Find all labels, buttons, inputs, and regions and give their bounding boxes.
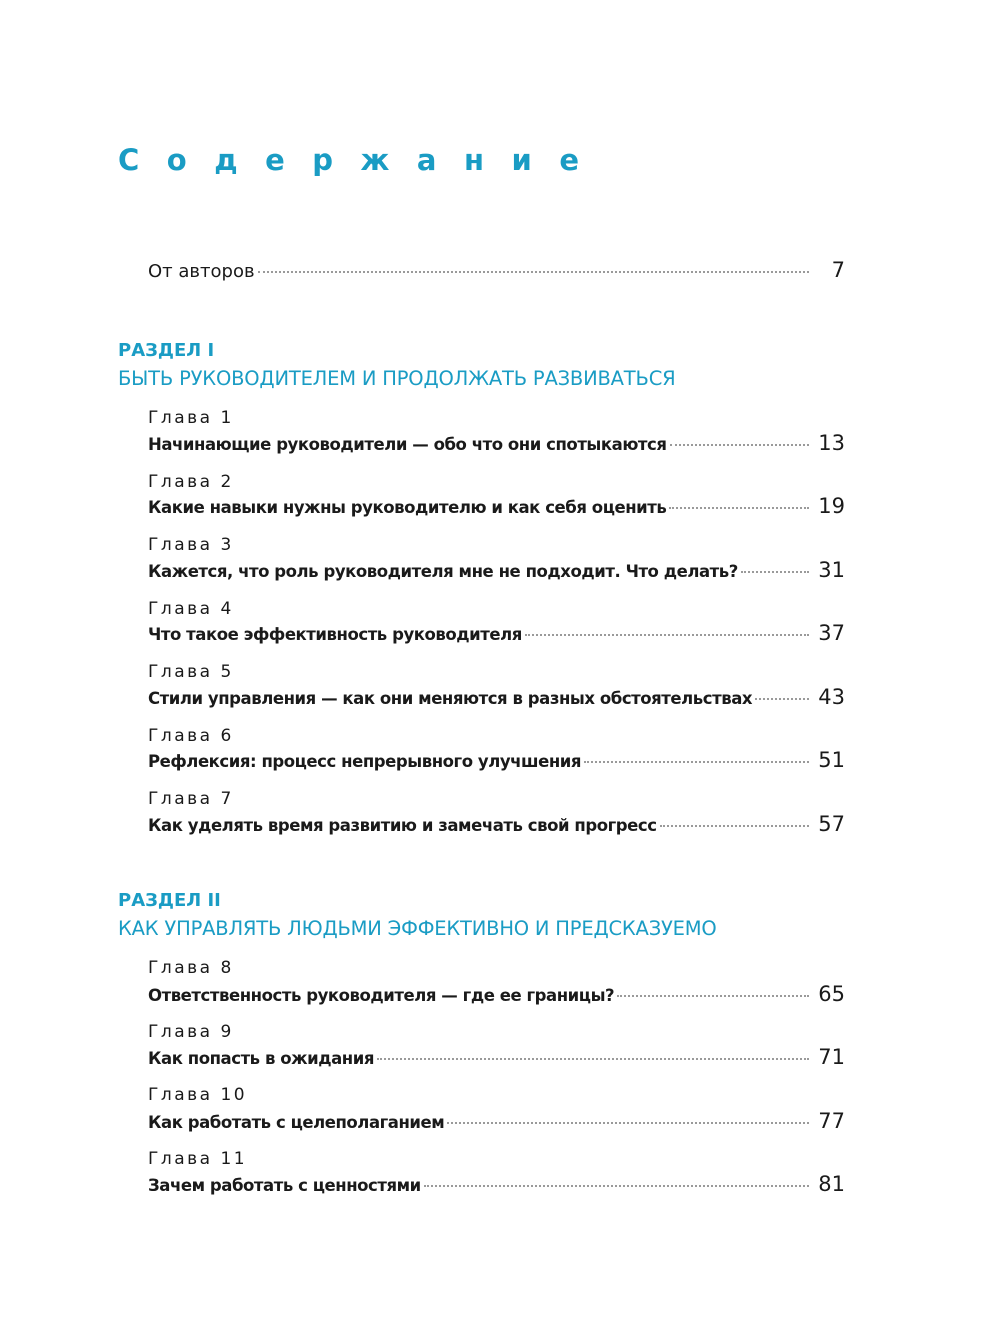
chapter-label: Глава 10: [148, 1085, 248, 1105]
page-number: 43: [818, 685, 845, 709]
toc-entry-chapter-9[interactable]: [148, 1043, 845, 1071]
page-number: 71: [818, 1045, 845, 1069]
chapter-label: Глава 5: [148, 662, 234, 682]
toc-entry-chapter-1[interactable]: [148, 429, 845, 457]
dot-leader: [447, 1122, 809, 1124]
dot-leader: [741, 571, 809, 573]
dot-leader: [258, 271, 809, 273]
toc-entry-chapter-4[interactable]: [148, 619, 845, 647]
entry-title: Какие навыки нужны руководителю и как себя оценить: [148, 498, 667, 517]
toc-entry-chapter-5[interactable]: [148, 683, 845, 711]
toc-entry-chapter-11[interactable]: [148, 1170, 845, 1198]
entry-title: Что такое эффективность руководителя: [148, 625, 522, 644]
entry-title: Как уделять время развитию и замечать свой прогресс: [148, 816, 657, 835]
page-number: 37: [818, 621, 845, 645]
entry-title: Как работать с целеполаганием: [148, 1113, 445, 1132]
toc-entry-chapter-7[interactable]: [148, 810, 845, 838]
dot-leader: [584, 761, 809, 763]
section-name: БЫТЬ РУКОВОДИТЕЛЕМ И ПРОДОЛЖАТЬ РАЗВИВАТЬСЯ: [118, 367, 676, 390]
page-number: 57: [818, 812, 845, 836]
toc-entry-chapter-3[interactable]: [148, 556, 845, 584]
dot-leader: [755, 698, 809, 700]
chapter-label: Глава 1: [148, 408, 234, 428]
dot-leader: [669, 507, 809, 509]
page-number: 51: [818, 748, 845, 772]
toc-entry-chapter-10[interactable]: [148, 1107, 845, 1135]
page-title: Содержание: [118, 143, 607, 177]
dot-leader: [617, 995, 809, 997]
page-number: 7: [831, 258, 845, 282]
dot-leader: [660, 825, 809, 827]
chapter-label: Глава 7: [148, 789, 234, 809]
chapter-label: Глава 3: [148, 535, 234, 555]
chapter-label: Глава 9: [148, 1022, 234, 1042]
entry-title: От авторов: [148, 261, 255, 282]
page-number: 81: [818, 1172, 845, 1196]
entry-title: Кажется, что роль руководителя мне не подходит. Что делать?: [148, 562, 738, 581]
chapter-label: Глава 4: [148, 599, 234, 619]
chapter-label: Глава 8: [148, 958, 234, 978]
entry-title: Стили управления — как они меняются в разных обстоятельствах: [148, 689, 753, 708]
dot-leader: [424, 1185, 809, 1187]
section-name: КАК УПРАВЛЯТЬ ЛЮДЬМИ ЭФФЕКТИВНО И ПРЕДСКАЗУЕМО: [118, 917, 717, 940]
entry-title: Рефлексия: процесс непрерывного улучшения: [148, 752, 582, 771]
entry-title: Начинающие руководители — обо что они спотыкаются: [148, 435, 667, 454]
page-number: 19: [818, 494, 845, 518]
entry-title: Зачем работать с ценностями: [148, 1176, 421, 1195]
page-number: 77: [818, 1109, 845, 1133]
toc-entry-intro[interactable]: [148, 256, 845, 284]
chapter-label: Глава 6: [148, 726, 234, 746]
toc-entry-chapter-2[interactable]: [148, 492, 845, 520]
dot-leader: [670, 444, 809, 446]
chapter-label: Глава 2: [148, 472, 234, 492]
toc-entry-chapter-6[interactable]: [148, 746, 845, 774]
page-number: 13: [818, 431, 845, 455]
section-number: РАЗДЕЛ II: [118, 890, 221, 911]
entry-title: Как попасть в ожидания: [148, 1049, 374, 1068]
entry-title: Ответственность руководителя — где ее границы?: [148, 986, 615, 1005]
toc-entry-chapter-8[interactable]: [148, 980, 845, 1008]
section-number: РАЗДЕЛ I: [118, 340, 215, 361]
dot-leader: [525, 634, 809, 636]
chapter-label: Глава 11: [148, 1149, 248, 1169]
page-number: 31: [818, 558, 845, 582]
dot-leader: [377, 1058, 809, 1060]
page-number: 65: [818, 982, 845, 1006]
